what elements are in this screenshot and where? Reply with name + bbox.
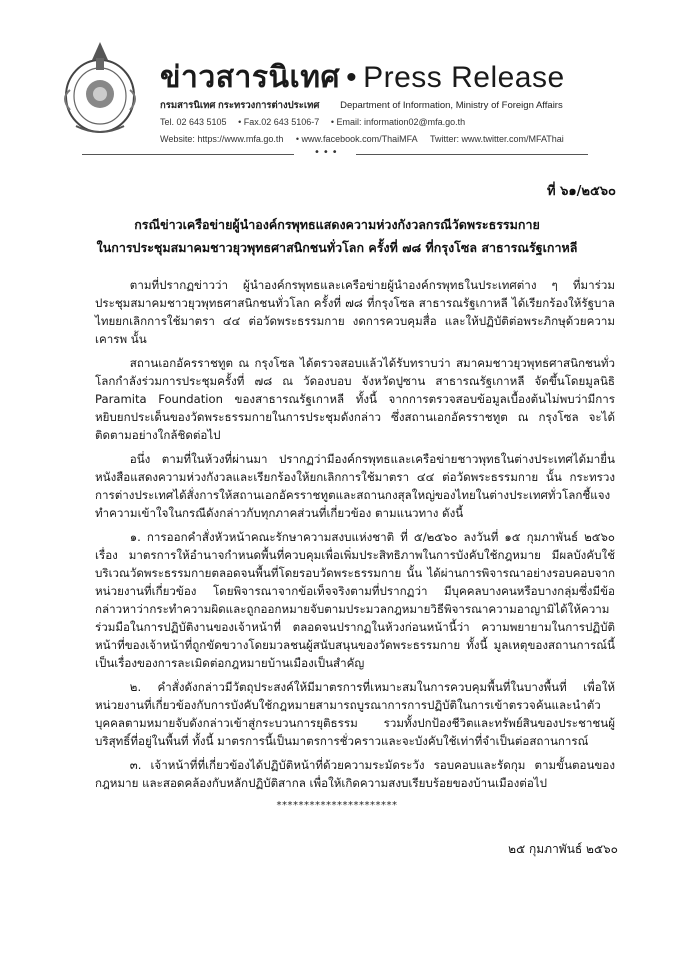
document-title-line-1: กรณีข่าวเครือข่ายผู้นำองค์กรพุทธแสดงความห่วงกังวลกรณีวัดพระธรรมกาย bbox=[134, 217, 540, 232]
heading-thai: ข่าวสารนิเทศ bbox=[160, 61, 341, 94]
email-address: • Email: information02@mfa.go.th bbox=[330, 117, 466, 127]
closing-separator: ********************** bbox=[276, 800, 398, 811]
release-date: ๒๕ กุมภาพันธ์ ๒๕๖๐ bbox=[508, 842, 618, 856]
body-paragraph: สถานเอกอัครราชทูต ณ กรุงโซล ได้ตรวจสอบแล้วได้รับทราบว่า สมาคมชาวยุวพุทธศาสนิกชนทั่วโลกกำลังร่วมการประชุมครั้งที่ ๗๘ ณ วัดองบอบ จังหวัดปูซาน สาธารณรัฐเกาหลี จัดขึ้นโดยมูลนิธิ Paramita Foundation ของสาธารณรัฐเกาหลี ทั้งนี้ จากการตรวจสอบข้อมูลเบื้องต้นไม่พบว่ามีการหยิบยกประเด็นของวัดพระธรรมกายในการประชุมดังกล่าว ซึ่งสถานเอกอัครราชทูต ณ กรุงโซล จะได้ติดตามอย่างใกล้ชิดต่อไป bbox=[95, 356, 615, 442]
website-link[interactable]: Website: https://www.mfa.go.th bbox=[160, 134, 284, 144]
heading-separator: • bbox=[346, 61, 358, 94]
heading-english: Press Release bbox=[363, 61, 565, 94]
fax-number: • Fax.02 643 5106-7 bbox=[238, 117, 320, 127]
header-divider-left bbox=[82, 154, 294, 155]
twitter-link[interactable]: Twitter: www.twitter.com/MFAThai bbox=[429, 134, 564, 144]
web-line bbox=[160, 134, 574, 144]
document-body bbox=[95, 276, 615, 798]
ministry-seal-icon bbox=[56, 38, 144, 138]
phone-number: Tel. 02 643 5105 bbox=[160, 117, 227, 127]
body-paragraph: ๓. เจ้าหน้าที่ที่เกี่ยวข้องได้ปฏิบัติหน้าที่ด้วยความระมัดระวัง รอบคอบและรัดกุม ตามขั้นตอนของกฎหมาย และสอดคล้องกับหลักปฏิบัติสากล เพื่อให้เกิดความสงบเรียบร้อยของบ้านเมืองต่อไป bbox=[95, 758, 615, 790]
document-title-line-2: ในการประชุมสมาคมชาวยุวพุทธศาสนิกชนทั่วโลก ครั้งที่ ๗๘ ที่กรุงโซล สาธารณรัฐเกาหลี bbox=[96, 240, 578, 255]
department-thai: กรมสารนิเทศ กระทรวงการต่างประเทศ bbox=[160, 100, 320, 111]
body-paragraph: อนึ่ง ตามที่ในห้วงที่ผ่านมา ปรากฏว่ามีองค์กรพุทธและเครือข่ายชาวพุทธในต่างประเทศได้มายื่นหนังสือแสดงความห่วงกังวลและเรียกร้องให้ยกเลิกการใช้มาตรา ๔๔ ต่อวัดพระธรรมกาย นั้น กระทรวงการต่างประเทศได้สั่งการให้สถานเอกอัครราชทูตและสถานกงสุลใหญ่ของไทยในต่างประเทศทั่วโลกชี้แจงทำความเข้าใจในกรณีดังกล่าวกับทุกภาคส่วนที่เกี่ยวข้อง ตามแนวทาง ดังนี้ bbox=[95, 452, 615, 520]
facebook-link[interactable]: • www.facebook.com/ThaiMFA bbox=[295, 134, 418, 144]
document-number: ที่ ๖๑/๒๕๖๐ bbox=[547, 184, 616, 199]
header-divider-dots: ••• bbox=[314, 147, 341, 158]
contact-line bbox=[160, 117, 474, 127]
body-paragraph: ๒. คำสั่งดังกล่าวมีวัตถุประสงค์ให้มีมาตรการที่เหมาะสมในการควบคุมพื้นที่ในบางพื้นที่ เพื่อให้หน่วยงานที่เกี่ยวข้องกับการบังคับใช้กฎหมายสามารถบูรณาการการปฏิบัติในการเข้าตรวจค้นและนำตัวบุคคลตามหมายจับดังกล่าวเข้าสู่กระบวนการยุติธรรม รวมทั้งปกป้องชีวิตและทรัพย์สินของประชาชนผู้บริสุทธิ์ที่อยู่ในพื้นที่ ทั้งนี้ มาตรการนี้เป็นมาตรการชั่วคราวและจะบังคับใช้เท่าที่จำเป็นต่อสถานการณ์ bbox=[95, 680, 615, 748]
department-line bbox=[160, 98, 563, 113]
press-release-heading bbox=[160, 54, 565, 101]
body-paragraph: ๑. การออกคำสั่งหัวหน้าคณะรักษาความสงบแห่งชาติ ที่ ๕/๒๕๖๐ ลงวันที่ ๑๕ กุมภาพันธ์ ๒๕๖๐ เรื่อง มาตรการให้อำนาจกำหนดพื้นที่ควบคุมเพื่อเพิ่มประสิทธิภาพในการบังคับใช้กฎหมาย มีผลบังคับใช้บริเวณวัดพระธรรมกายตลอดจนพื้นที่โดยรอบวัดพระธรรมกาย นั้น ได้ผ่านการพิจารณาอย่างรอบคอบจากหน่วยงานที่เกี่ยวข้อง โดยพิจารณาจากข้อเท็จจริงตามที่ปรากฏว่า มีบุคคลบางคนหรือบางกลุ่มซึ่งมีข้อกล่าวหาว่ากระทำความผิดและถูกออกหมายจับตามประมวลกฎหมายวิธีพิจารณาความอาญามิได้ให้ความร่วมมือในการปฏิบัติงานของเจ้าหน้าที่ ตลอดจนปรากฏในห้วงก่อนหน้านี้ว่า ความพยายามในการปฏิบัติหน้าที่ของเจ้าหน้าที่ถูกขัดขวางโดยมวลชนผู้สนับสนุนของวัดพระธรรมกาย ทั้งนี้ มูลเหตุของสถานการณ์นี้เป็นเรื่องของการละเมิดต่อกฎหมายบ้านเมืองเป็นสำคัญ bbox=[95, 530, 615, 670]
header-divider-right bbox=[356, 154, 588, 155]
body-paragraph: ตามที่ปรากฏข่าวว่า ผู้นำองค์กรพุทธและเครือข่ายผู้นำองค์กรพุทธในประเทศต่าง ๆ ที่มาร่วมประชุมสมาคมชาวยุวพุทธศาสนิกชนทั่วโลก ครั้งที่ ๗๘ ที่กรุงโซล สาธารณรัฐเกาหลี ได้เรียกร้องให้รัฐบาลไทยยกเลิกการใช้มาตรา ๔๔ ต่อวัดพระธรรมกาย งดการควบคุมสื่อ และให้ปฏิบัติต่อพระภิกษุด้วยความเคารพ นั้น bbox=[95, 278, 615, 346]
department-english: Department of Information, Ministry of Foreign Affairs bbox=[340, 100, 563, 111]
